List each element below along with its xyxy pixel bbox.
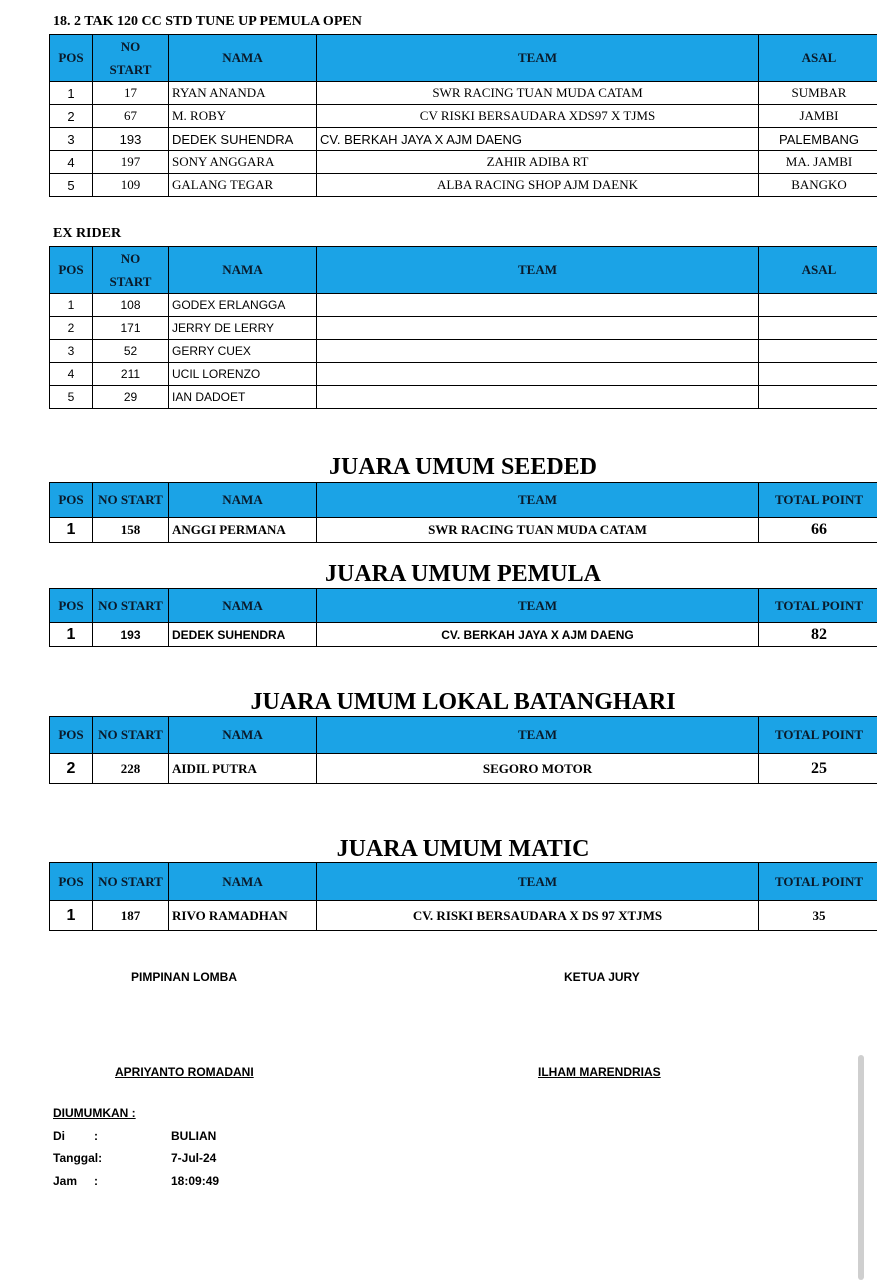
cell-no: 52 xyxy=(93,340,169,363)
announcement-colon-time: : xyxy=(94,1174,98,1188)
cell-pos: 2 xyxy=(50,317,93,340)
col-team: TEAM xyxy=(317,35,759,82)
cell-pos: 1 xyxy=(50,82,93,105)
cell-asal: BANGKO xyxy=(759,174,877,197)
table-header-row xyxy=(50,717,877,754)
col-nama: NAMA xyxy=(169,589,317,623)
cell-team: SWR RACING TUAN MUDA CATAM xyxy=(317,518,759,543)
cell-nama: M. ROBY xyxy=(169,105,317,128)
section-title-ex-rider: EX RIDER xyxy=(53,226,122,241)
cell-team: ZAHIR ADIBA RT xyxy=(317,151,759,174)
col-no-start xyxy=(93,247,169,294)
pemula-table xyxy=(49,588,877,647)
cell-asal: SUMBAR xyxy=(759,82,877,105)
cell-asal xyxy=(759,340,877,363)
cell-nama: UCIL LORENZO xyxy=(169,363,317,386)
title-seeded: JUARA UMUM SEEDED xyxy=(328,454,597,480)
table-row xyxy=(50,105,877,128)
col-no-start-line2: START xyxy=(109,274,152,289)
cell-no: 158 xyxy=(93,518,169,543)
title-matic: JUARA UMUM MATIC xyxy=(336,836,590,862)
seeded-table xyxy=(49,482,877,543)
cell-nama: GERRY CUEX xyxy=(169,340,317,363)
col-asal: ASAL xyxy=(759,35,877,82)
col-team: TEAM xyxy=(317,863,759,901)
col-total-point: TOTAL POINT xyxy=(759,589,877,623)
cell-no: 187 xyxy=(93,901,169,931)
col-pos: POS xyxy=(50,589,93,623)
col-total-point: TOTAL POINT xyxy=(759,717,877,754)
cell-pos: 1 xyxy=(50,623,93,647)
cell-no: 211 xyxy=(93,363,169,386)
cell-nama: RYAN ANANDA xyxy=(169,82,317,105)
cell-team: CV. RISKI BERSAUDARA X DS 97 XTJMS xyxy=(317,901,759,931)
cell-nama: DEDEK SUHENDRA xyxy=(169,128,317,151)
table-header-row xyxy=(50,483,877,518)
announcement-label-time: Jam xyxy=(53,1174,78,1188)
table-row xyxy=(50,518,877,543)
ex-rider-table xyxy=(49,246,877,409)
cell-pos: 2 xyxy=(50,754,93,784)
announcement-value-place: BULIAN xyxy=(171,1129,217,1143)
cell-asal: MA. JAMBI xyxy=(759,151,877,174)
cell-team: ALBA RACING SHOP AJM DAENK xyxy=(317,174,759,197)
cell-pos: 1 xyxy=(50,901,93,931)
table-header-row xyxy=(50,247,877,294)
table-header-row xyxy=(50,589,877,623)
right-signature-role: KETUA JURY xyxy=(564,970,640,984)
cell-no: 17 xyxy=(93,82,169,105)
announcement-value-time: 18:09:49 xyxy=(171,1174,220,1188)
cell-pos: 5 xyxy=(50,174,93,197)
lokal-table xyxy=(49,716,877,784)
title-lokal: JUARA UMUM LOKAL BATANGHARI xyxy=(250,689,676,715)
cell-nama: AIDIL PUTRA xyxy=(169,754,317,784)
table-header-row xyxy=(50,863,877,901)
table-row xyxy=(50,386,877,409)
cell-total-point: 82 xyxy=(759,623,877,647)
section-title-open: 18. 2 TAK 120 CC STD TUNE UP PEMULA OPEN xyxy=(53,14,362,29)
cell-nama: ANGGI PERMANA xyxy=(169,518,317,543)
cell-total-point: 35 xyxy=(759,901,877,931)
cell-asal xyxy=(759,317,877,340)
vertical-scrollbar[interactable] xyxy=(858,1055,864,1280)
announcement-heading: DIUMUMKAN : xyxy=(53,1106,136,1120)
cell-asal: JAMBI xyxy=(759,105,877,128)
col-no-start-line2: START xyxy=(109,62,152,77)
right-signature-name: ILHAM MARENDRIAS xyxy=(538,1065,661,1079)
title-pemula: JUARA UMUM PEMULA xyxy=(325,561,601,587)
cell-nama: GODEX ERLANGGA xyxy=(169,294,317,317)
col-nama: NAMA xyxy=(169,483,317,518)
cell-no: 193 xyxy=(93,623,169,647)
cell-no: 67 xyxy=(93,105,169,128)
col-nama: NAMA xyxy=(169,717,317,754)
col-no-start: NO START xyxy=(93,589,169,623)
col-pos: POS xyxy=(50,483,93,518)
announcement-label-date: Tanggal: xyxy=(53,1151,103,1165)
col-pos: POS xyxy=(50,247,93,294)
cell-asal xyxy=(759,386,877,409)
cell-nama: IAN DADOET xyxy=(169,386,317,409)
cell-asal xyxy=(759,294,877,317)
table-row xyxy=(50,174,877,197)
cell-total-point: 66 xyxy=(759,518,877,543)
cell-nama: DEDEK SUHENDRA xyxy=(169,623,317,647)
cell-no: 228 xyxy=(93,754,169,784)
cell-pos: 3 xyxy=(50,340,93,363)
cell-team: CV. BERKAH JAYA X AJM DAENG xyxy=(317,128,759,151)
col-no-start-line1: NO xyxy=(120,39,141,54)
table-header-row xyxy=(50,35,877,82)
cell-no: 193 xyxy=(93,128,169,151)
table-row xyxy=(50,754,877,784)
cell-no: 197 xyxy=(93,151,169,174)
cell-team: CV. BERKAH JAYA X AJM DAENG xyxy=(317,623,759,647)
cell-pos: 2 xyxy=(50,105,93,128)
col-no-start: NO START xyxy=(93,863,169,901)
table-row xyxy=(50,128,877,151)
open-results-table xyxy=(49,34,877,197)
announcement-colon-place: : xyxy=(94,1129,98,1143)
table-row xyxy=(50,82,877,105)
table-row xyxy=(50,151,877,174)
cell-no: 29 xyxy=(93,386,169,409)
table-row xyxy=(50,340,877,363)
left-signature-role: PIMPINAN LOMBA xyxy=(131,970,237,984)
table-row xyxy=(50,363,877,386)
cell-pos: 1 xyxy=(50,294,93,317)
col-team: TEAM xyxy=(317,717,759,754)
cell-nama: GALANG TEGAR xyxy=(169,174,317,197)
col-team: TEAM xyxy=(317,247,759,294)
col-total-point: TOTAL POINT xyxy=(759,863,877,901)
cell-pos: 4 xyxy=(50,363,93,386)
table-row xyxy=(50,623,877,647)
col-team: TEAM xyxy=(317,483,759,518)
col-no-start: NO START xyxy=(93,483,169,518)
cell-pos: 4 xyxy=(50,151,93,174)
cell-no: 108 xyxy=(93,294,169,317)
table-row xyxy=(50,317,877,340)
announcement-value-date: 7-Jul-24 xyxy=(171,1151,217,1165)
col-no-start xyxy=(93,35,169,82)
cell-team xyxy=(317,340,759,363)
cell-no: 171 xyxy=(93,317,169,340)
announcement-label-place: Di xyxy=(53,1129,65,1143)
col-pos: POS xyxy=(50,35,93,82)
cell-team: SWR RACING TUAN MUDA CATAM xyxy=(317,82,759,105)
cell-nama: RIVO RAMADHAN xyxy=(169,901,317,931)
cell-team xyxy=(317,294,759,317)
cell-nama: JERRY DE LERRY xyxy=(169,317,317,340)
cell-pos: 1 xyxy=(50,518,93,543)
table-row xyxy=(50,294,877,317)
col-pos: POS xyxy=(50,717,93,754)
cell-team: SEGORO MOTOR xyxy=(317,754,759,784)
cell-no: 109 xyxy=(93,174,169,197)
col-nama: NAMA xyxy=(169,863,317,901)
cell-pos: 3 xyxy=(50,128,93,151)
cell-pos: 5 xyxy=(50,386,93,409)
col-nama: NAMA xyxy=(169,35,317,82)
cell-asal: PALEMBANG xyxy=(759,128,877,151)
cell-team: CV RISKI BERSAUDARA XDS97 X TJMS xyxy=(317,105,759,128)
cell-nama: SONY ANGGARA xyxy=(169,151,317,174)
left-signature-name: APRIYANTO ROMADANI xyxy=(115,1065,254,1079)
col-total-point: TOTAL POINT xyxy=(759,483,877,518)
cell-total-point: 25 xyxy=(759,754,877,784)
col-no-start: NO START xyxy=(93,717,169,754)
col-nama: NAMA xyxy=(169,247,317,294)
cell-team xyxy=(317,386,759,409)
cell-team xyxy=(317,363,759,386)
matic-table xyxy=(49,862,877,931)
col-no-start-line1: NO xyxy=(120,251,141,266)
cell-team xyxy=(317,317,759,340)
cell-asal xyxy=(759,363,877,386)
table-row xyxy=(50,901,877,931)
col-pos: POS xyxy=(50,863,93,901)
col-team: TEAM xyxy=(317,589,759,623)
col-asal: ASAL xyxy=(759,247,877,294)
